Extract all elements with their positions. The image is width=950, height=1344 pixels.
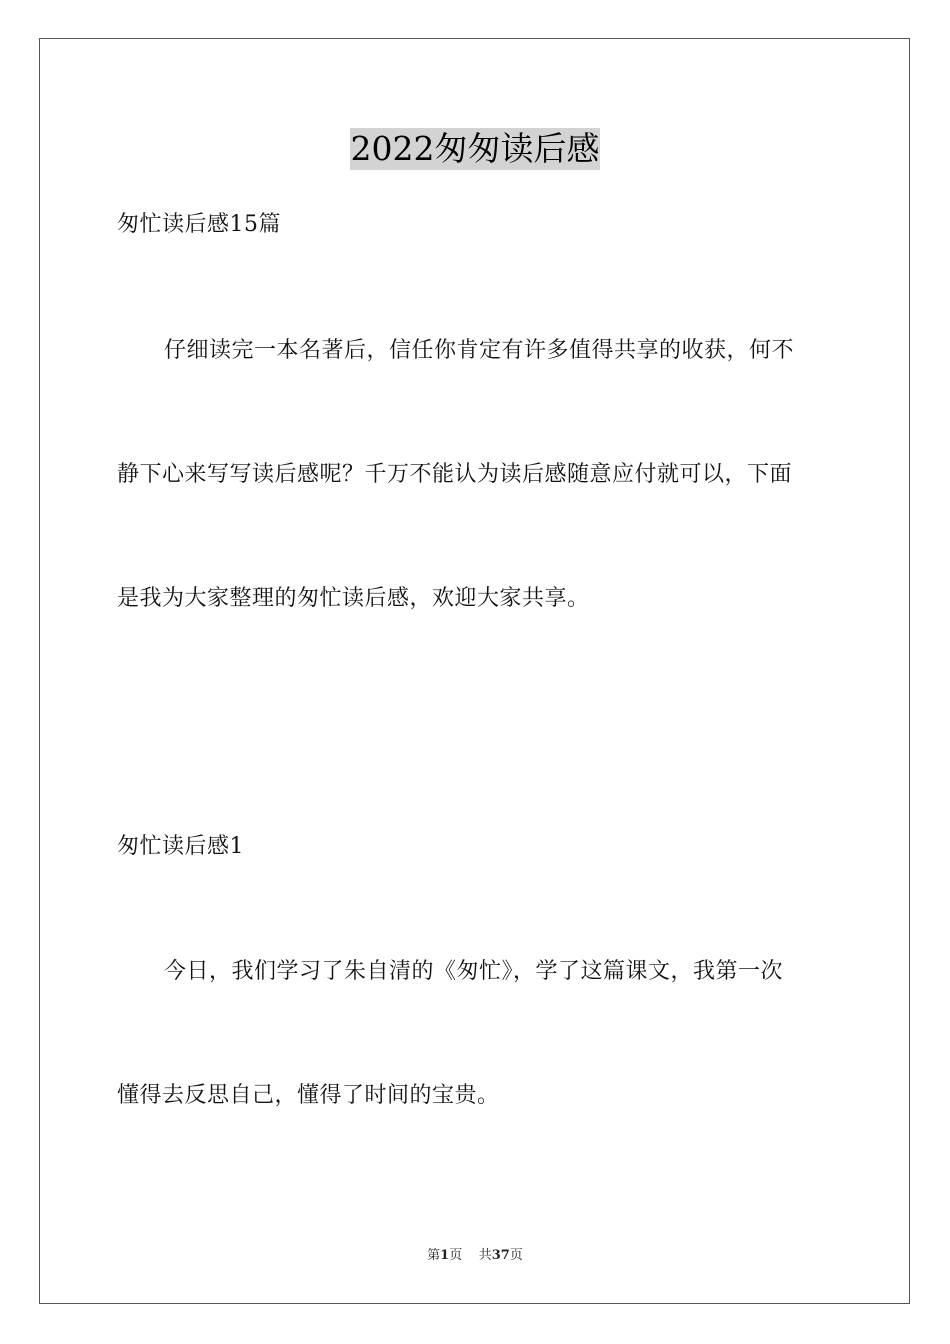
document-subtitle: 匆忙读后感15篇 — [117, 212, 281, 237]
section-heading: 匆忙读后感1 — [117, 834, 244, 859]
intro-line-1: 仔细读完一本名著后，信任你肯定有许多值得共享的收获，何不 — [164, 338, 795, 363]
footer-page-prefix: 第 — [427, 1248, 441, 1263]
footer-total-prefix: 共 — [478, 1248, 492, 1263]
section-line-1: 今日，我们学习了朱自清的《匆忙》，学了这篇课文，我第一次 — [164, 959, 784, 984]
footer-total-suffix: 页 — [509, 1248, 523, 1263]
footer-page-suffix: 页 — [449, 1248, 463, 1263]
section-line-2: 懂得去反思自己，懂得了时间的宝贵。 — [117, 1083, 500, 1108]
footer-total-pages: 37 — [491, 1248, 510, 1263]
title-container — [0, 128, 950, 170]
intro-line-3: 是我为大家整理的匆忙读后感，欢迎大家共享。 — [117, 586, 590, 611]
intro-line-2: 静下心来写写读后感呢？千万不能认为读后感随意应付就可以，下面 — [117, 462, 793, 487]
document-title: 2022匆匆读后感 — [350, 129, 600, 168]
page-footer — [0, 1247, 950, 1265]
footer-page-number: 1 — [440, 1248, 450, 1263]
